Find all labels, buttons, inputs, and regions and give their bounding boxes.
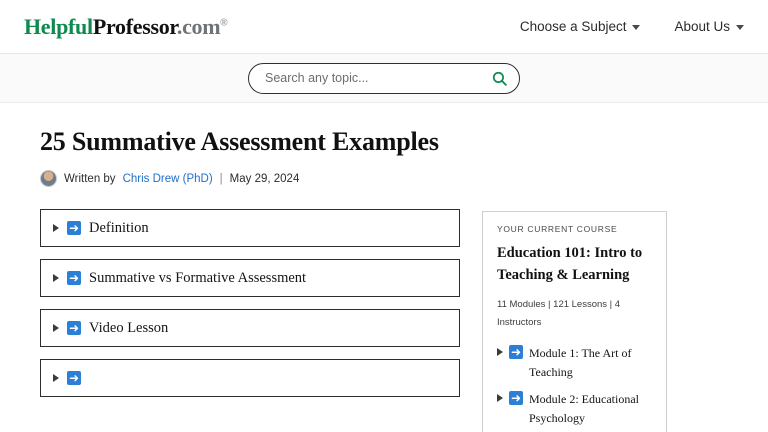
content-area — [0, 103, 768, 432]
byline — [40, 170, 460, 187]
module-label: Module 2: Educational Psychology — [529, 392, 639, 425]
arrow-right-emoji-icon: ➜ — [510, 391, 522, 406]
current-course-card — [482, 211, 667, 432]
byline-written-by: Written by — [64, 172, 116, 185]
main-nav — [520, 19, 744, 34]
nav-item-about-us[interactable] — [674, 19, 744, 34]
accordion-item-definition[interactable] — [40, 209, 460, 247]
accordion-item-partially-visible[interactable] — [40, 359, 460, 397]
course-card-meta: 11 Modules | 121 Lessons | 4 Instructors — [497, 298, 621, 328]
logo-part-professor: Professor — [92, 13, 177, 39]
arrow-right-emoji-icon: ➜ — [510, 345, 522, 360]
search-box[interactable] — [248, 63, 520, 94]
site-logo[interactable] — [24, 14, 227, 40]
logo-registered-mark: ® — [220, 17, 228, 29]
triangle-right-icon — [53, 274, 59, 282]
module-row-1[interactable] — [497, 344, 652, 381]
accordion-item-label: Summative vs Formative Assessment — [89, 269, 307, 286]
course-card-kicker: YOUR CURRENT COURSE — [497, 224, 618, 234]
course-module-list — [497, 344, 652, 427]
sidebar-column — [482, 125, 667, 432]
chevron-down-icon — [632, 25, 640, 30]
page-title: 25 Summative Assessment Examples — [40, 127, 439, 156]
course-card-title[interactable]: Education 101: Intro to Teaching & Learning — [497, 245, 643, 284]
avatar — [40, 170, 57, 187]
article-accordion — [40, 209, 460, 397]
byline-author-link[interactable]: Chris Drew (PhD) — [122, 172, 213, 185]
arrow-right-emoji-icon: ➜ — [68, 221, 80, 236]
byline-date: May 29, 2024 — [229, 172, 300, 185]
triangle-right-icon — [53, 224, 59, 232]
chevron-down-icon — [736, 25, 744, 30]
search-strip — [0, 54, 768, 103]
triangle-right-icon — [497, 394, 503, 402]
accordion-item-label: Video Lesson — [89, 319, 169, 336]
module-row-2[interactable] — [497, 390, 652, 427]
nav-item-label: Choose a Subject — [519, 19, 627, 34]
arrow-right-emoji-icon: ➜ — [68, 371, 80, 386]
logo-part-helpful: Helpful — [24, 13, 93, 39]
arrow-right-emoji-icon: ➜ — [68, 321, 80, 336]
triangle-right-icon — [497, 348, 503, 356]
accordion-item-video-lesson[interactable] — [40, 309, 460, 347]
triangle-right-icon — [53, 324, 59, 332]
nav-item-label: About Us — [674, 19, 730, 34]
module-label: Module 1: The Art of Teaching — [529, 346, 632, 379]
site-header — [0, 0, 768, 54]
article-column — [40, 125, 460, 432]
nav-item-choose-a-subject[interactable] — [520, 19, 641, 34]
logo-part-com: .com — [176, 13, 221, 39]
search-input[interactable] — [263, 70, 489, 86]
accordion-item-summative-vs-formative[interactable] — [40, 259, 460, 297]
byline-separator: | — [219, 172, 223, 185]
search-icon — [491, 70, 508, 87]
search-submit-button[interactable] — [489, 68, 509, 88]
arrow-right-emoji-icon: ➜ — [68, 271, 80, 286]
triangle-right-icon — [53, 374, 59, 382]
accordion-item-label: Definition — [89, 219, 149, 236]
